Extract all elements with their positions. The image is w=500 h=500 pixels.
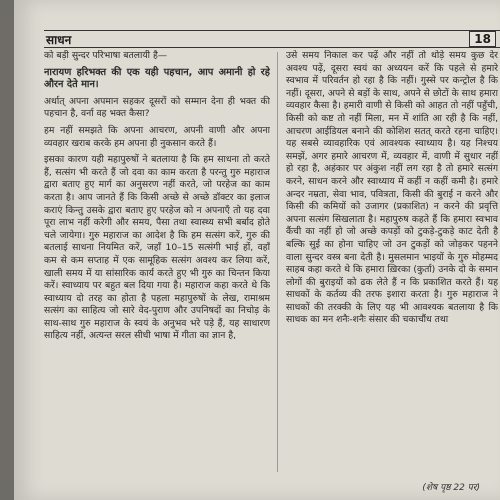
quote-couplet: नारायण हरिभक्त की एक यही पहचान, आप अमानी हो रहे औरन देते मान। bbox=[44, 66, 270, 91]
continued-note: (शेष पृष्ठ 22 पर) bbox=[422, 483, 480, 493]
right-column bbox=[286, 50, 498, 480]
magazine-title: साधन bbox=[46, 32, 72, 47]
column-divider bbox=[277, 52, 278, 472]
left-para-2: अर्थात् अपना अपमान सहकर दूसरों को सम्मान देना ही भक्त की पहचान है, वर्ना वह भक्त कैसा? bbox=[44, 95, 270, 120]
right-para: उसे समय निकाल कर पढ़ें और नहीं तो थोड़े समय कुछ देर अवश्य पढ़ें, दूसरा स्वयं का अध्ययन करें कि पहले से हमारे स्वभाव में परिवर्तन हो रहा है कि नहीं। गुस्से पर कन्ट्रोल है कि नहीं। दूसरा, अपने से बड़ों के साथ, अपने से छोटों के साथ हमारा व्यवहार कैसा है। हमारी वाणी से किसी को आहत तो नहीं पहुँची, किसी को कष्ट तो नहीं मिला, मन में शांति आ रही है कि नहीं, आचरण आईडियल बनाने की कोशिश सतत् करते रहना चाहिए। यह सबसे व्यावहारिक एवं आवश्यक स्वाध्याय है। यह निश्चय समझें, अगर हमारे आचरण में, व्यवहार में, वाणी में सुधार नहीं हो रहा है, अहंकार पर अंकुश नहीं लग रहा है तो हमारे सत्संग करने, साधन करने और स्वाध्याय में कहीं न कहीं कमी है। हमारे अन्दर नम्रता, सेवा भाव, पवित्रता, किसी की बुराई न करने और किसी की कमियों को उजागर (प्रकाशित) न करने की प्रवृत्ति अपना सत्संग सिखलाता है। महापुरुष कहते हैं कि हमारा स्वभाव कैंची का नहीं हो जो अच्छे कपड़ों को टुकड़े-टुकड़े काट देती है बल्कि सुई का होना चाहिए जो उन टुकड़ों को जोड़कर पहनने वाला सुन्दर वस्त्र बना देती है। मुसलमान भाइयों के गुरु मोहम्मद साहब कहा करते थे कि हमारा ख़िरका (कुर्ता) उनके दो के समान लोगों की बुराइयों को ढक लेते हैं न कि प्रकाशित करते हैं। यह साधकों के कर्तव्य की तरफ इशारा करता है। गुरु महाराज ने साधकों की तरक्की के लिए यह भी आवश्यक बतलाया है कि साधक का मन शनैः-शनैः संसार की चकाचौंध तथा bbox=[286, 50, 498, 326]
left-para-3: हम नहीं समझते कि अपना आचरण, अपनी वाणी और अपना व्यवहार खराब करके हम अपना ही नुकसान करते हैं। bbox=[44, 124, 270, 149]
left-para-4: इसका कारण यही महापुरुषों ने बतलाया है कि हम साधना तो करते हैं, सत्संग भी करते हैं जो दवा का काम करता है परन्तु गुरु महाराज द्वारा बताए हुए मार्ग का अनुसरण नहीं करते, जो परहेज का काम करता है। आप जानते हैं कि किसी अच्छे से अच्छे डॉक्टर का इलाज कराएं किन्तु उसके द्वारा बताए हुए परहेज को न अपनाएँ तो यह दवा पूरा लाभ नहीं करेगी और समय, पैसा तथा स्वास्थ्य सभी बर्बाद होते चले जायेगा। गुरु महाराज का आदेश है कि हम सत्संग करें, गुरु की बतलाई साधना नियमित करें, जहाँ 10–15 सत्संगी भाई हों, वहाँ कम से कम सप्ताह में एक सामूहिक सत्संग अवश्य कर लिया करें, खाली समय में या सांसारिक कार्य करते हुए भी गुरु का चिन्तन किया करें। स्वाध्याय पर बहुत बल दिया गया है। महाराज कहा करते थे कि स्वाध्याय दो तरह का होता है पहला महापुरुषों के लेख, रामाश्रम सत्संग का साहित्य जो सारे वेद-पुराण और उपनिषदों का निचोड़ के साथ-साथ गुरु महाराज के स्वयं के अनुभव भरे पड़े हैं, यह साधारण साहित्य नहीं, अत्यन्त सरल सीधी भाषा में गीता का ज्ञान है, bbox=[44, 154, 270, 342]
left-para-1: को बड़ी सुन्दर परिभाषा बतलायी है— bbox=[44, 50, 168, 61]
book-page bbox=[14, 0, 500, 500]
page-header bbox=[44, 30, 500, 48]
page-number: 18 bbox=[469, 31, 496, 47]
left-column bbox=[44, 50, 270, 480]
